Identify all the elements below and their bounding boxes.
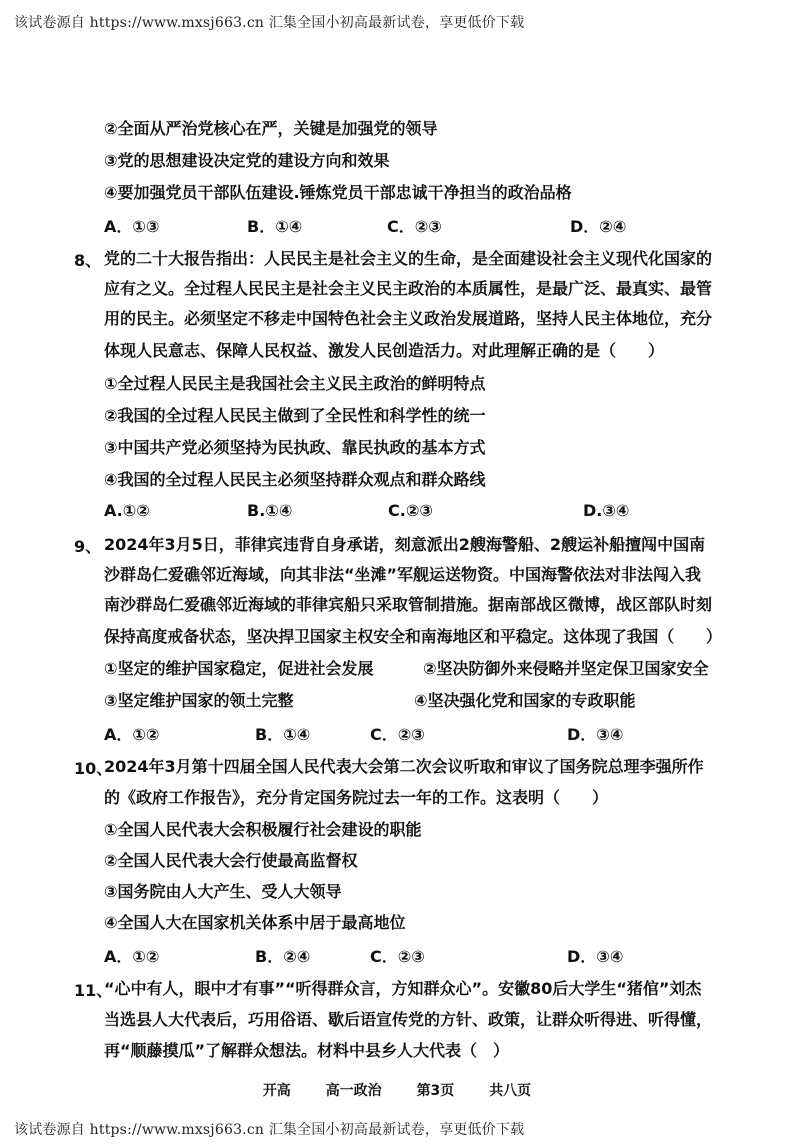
q10-stem-line-1: 2024年3月第十四届全国人民代表大会第二次会议听取和审议了国务院总理李强所作 [104, 757, 704, 776]
q9-item-2: ②坚决防御外来侵略并坚定保卫国家安全 [423, 659, 709, 678]
q11-stem-line-1: “心中有人，眼中才有事”“听得群众言，方知群众心”。安徽80后大学生“猪倌”刘杰 [104, 979, 702, 998]
q7-item-2: ②全面从严治党核心在严，关键是加强党的领导 [104, 119, 438, 138]
q9-stem-line-1: 2024年3月5日，菲律宾违背自身承诺，刻意派出2艘海警船、2艘运补船擅闯中国南 [104, 535, 706, 554]
q9-option-c: C．②③ [370, 725, 425, 744]
q10-number: 10、 [74, 759, 113, 778]
footer-total-pages: 共八页 [489, 1083, 532, 1099]
q10-item-2: ②全国人民代表大会行使最高监督权 [104, 851, 358, 870]
q7-option-b: B．①④ [247, 217, 303, 236]
q8-item-1: ①全过程人民民主是我国社会主义民主政治的鲜明特点 [104, 374, 486, 393]
q8-item-4: ④我国的全过程人民民主必须坚持群众观点和群众路线 [104, 470, 486, 489]
footer-subject: 高一政治 [325, 1083, 382, 1099]
q10-item-1: ①全国人民代表大会积极履行社会建设的职能 [104, 820, 422, 839]
q8-option-c: C.②③ [388, 501, 433, 520]
q7-item-4: ④要加强党员干部队伍建设.锤炼党员干部忠诚干净担当的政治品格 [104, 183, 572, 202]
q10-item-4: ④全国人大在国家机关体系中居于最高地位 [104, 913, 406, 932]
q9-item-1: ①坚定的维护国家稳定，促进社会发展 [104, 659, 374, 678]
q9-option-d: D．③④ [567, 725, 624, 744]
q7-option-a: A．①③ [104, 217, 160, 236]
q9-item-3: ③坚定维护国家的领土完整 [104, 691, 294, 710]
q8-stem-line-4: 体现人民意志、保障人民权益、激发人民创造活力。对此理解正确的是（ ） [104, 341, 665, 360]
q8-item-3: ③中国共产党必须坚持为民执政、靠民执政的基本方式 [104, 438, 486, 457]
q7-item-3: ③党的思想建设决定党的建设方向和效果 [104, 151, 390, 170]
q10-option-d: D．③④ [567, 947, 624, 966]
q10-option-c: C．②③ [370, 947, 425, 966]
q8-stem-line-2: 应有之义。全过程人民民主是社会主义民主政治的本质属性，是最广泛、最真实、最管 [104, 279, 713, 298]
q11-stem-line-2: 当选县人大代表后，巧用俗语、歇后语宣传党的方针、政策，让群众听得进、听得懂， [104, 1010, 713, 1029]
q9-option-a: A．①② [104, 725, 160, 744]
q7-option-d: D．②④ [570, 217, 627, 236]
footer-school: 开高 [262, 1083, 291, 1099]
source-banner-top: 该试卷源自 https://www.mxsj663.cn 汇集全国小初高最新试卷，享更低价下载 [14, 15, 525, 31]
q8-option-b: B.①④ [247, 501, 293, 520]
q9-stem-line-2: 沙群岛仁爱礁邻近海域，向其非法“坐滩”军舰运送物资。中国海警依法对非法闯入我 [104, 565, 702, 584]
q8-option-d: D.③④ [583, 501, 630, 520]
q9-item-4: ④坚决强化党和国家的专政职能 [414, 691, 636, 710]
q10-option-b: B．②④ [255, 947, 311, 966]
q10-item-3: ③国务院由人大产生、受人大领导 [104, 882, 342, 901]
q8-option-a: A.①② [104, 501, 150, 520]
q10-option-a: A．①② [104, 947, 160, 966]
q9-option-b: B．①④ [255, 725, 311, 744]
q9-stem-line-3: 南沙群岛仁爱礁邻近海域的菲律宾船只采取管制措施。据南部战区微博，战区部队时刻 [104, 595, 713, 614]
page-footer [0, 1080, 794, 1100]
source-banner-bottom: 该试卷源自 https://www.mxsj663.cn 汇集全国小初高最新试卷，享更低价下载 [14, 1122, 525, 1138]
q8-number: 8、 [74, 251, 102, 270]
q8-item-2: ②我国的全过程人民民主做到了全民性和科学性的统一 [104, 406, 486, 425]
q10-stem-line-2: 的《政府工作报告》，充分肯定国务院过去一年的工作。这表明（ ） [104, 788, 609, 807]
q8-stem-line-3: 用的民主。必须坚定不移走中国特色社会主义政治发展道路，坚持人民主体地位，充分 [104, 309, 713, 328]
q11-stem-line-3: 再“顺藤摸瓜”了解群众想法。材料中县乡人大代表（ ） [104, 1041, 510, 1060]
q7-option-c: C．②③ [387, 217, 442, 236]
q9-number: 9、 [74, 537, 102, 556]
q11-number: 11、 [74, 981, 113, 1000]
q9-stem-line-4: 保持高度戒备状态，坚决捍卫国家主权安全和南海地区和平稳定。这体现了我国（ ） [104, 627, 722, 646]
q8-stem-line-1: 党的二十大报告指出：人民民主是社会主义的生命，是全面建设社会主义现代化国家的 [104, 249, 713, 268]
footer-page-number: 第3页 [416, 1083, 455, 1099]
